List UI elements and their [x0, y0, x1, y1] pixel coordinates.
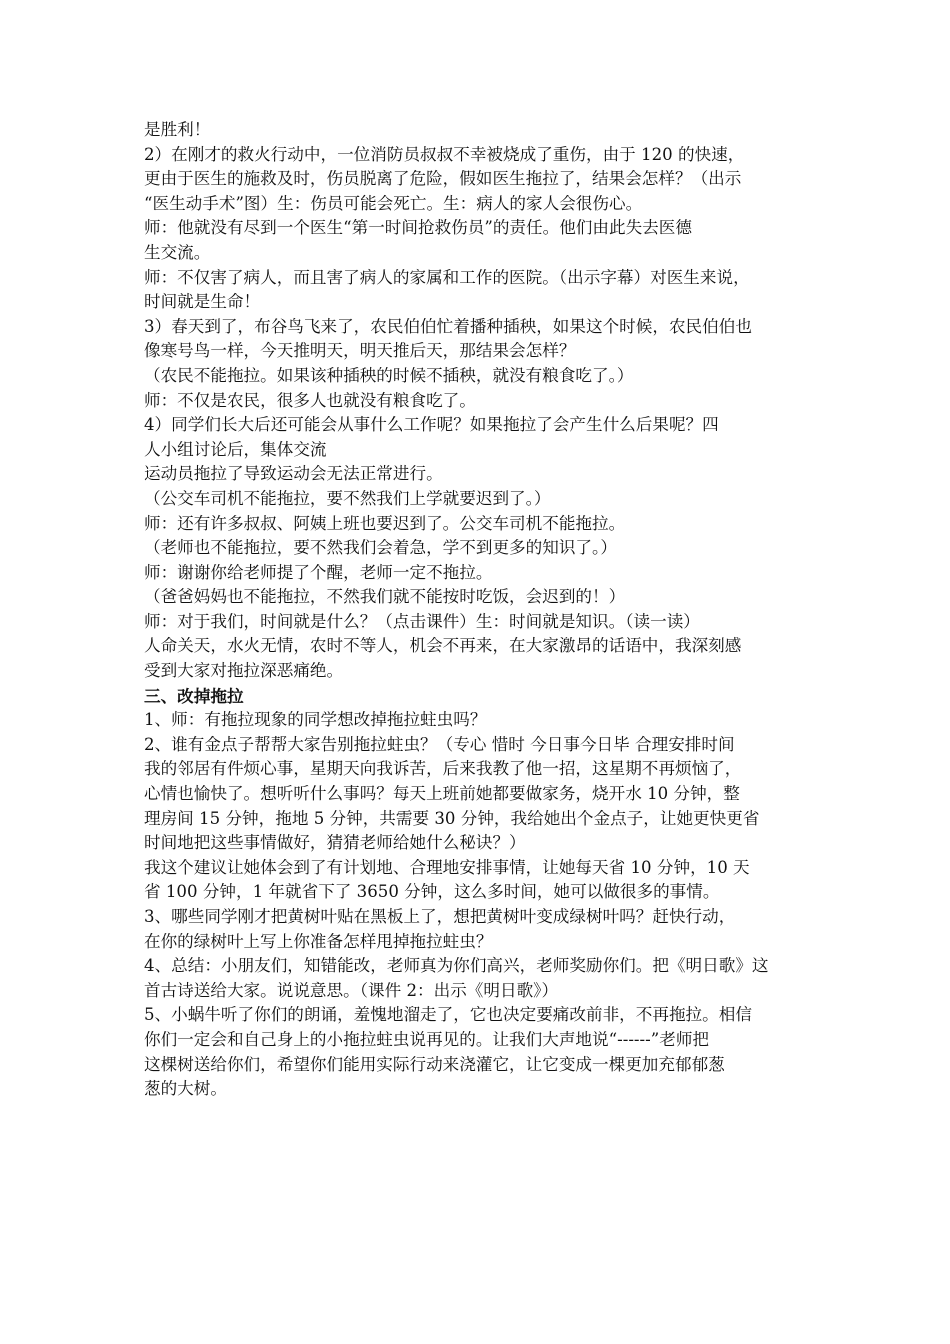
text-line: 4、总结：小朋友们，知错能改，老师真为你们高兴，老师奖励你们。把《明日歌》这	[144, 956, 769, 976]
text-line: 师：对于我们，时间就是什么？（点击课件）生：时间就是知识。（读一读）	[144, 611, 700, 631]
text-line: 首古诗送给大家。说说意思。（课件 2：出示《明日歌》）	[144, 980, 559, 1000]
text-line: 受到大家对拖拉深恶痛绝。	[144, 661, 344, 681]
text-line: 3、哪些同学刚才把黄树叶贴在黑板上了，想把黄树叶变成绿树叶吗？赶快行动，	[144, 907, 736, 926]
text-line: 人命关天，水火无情，农时不等人，机会不再来，在大家激昂的话语中，我深刻感	[144, 636, 742, 656]
text-line: 生交流。	[144, 242, 211, 262]
text-line: 你们一定会和自己身上的小拖拉蛀虫说再见的。让我们大声地说“------”老师把	[144, 1029, 710, 1049]
text-line: 这棵树送给你们，希望你们能用实际行动来浇灌它，让它变成一棵更加充郁郁葱	[144, 1054, 725, 1074]
document-page	[144, 118, 810, 1102]
text-line: 人小组讨论后，集体交流	[144, 439, 327, 459]
text-line: 时间就是生命！	[144, 292, 261, 312]
text-line: 是胜利！	[144, 120, 211, 139]
text-line: （农民不能拖拉。如果该种插秧的时候不插秧，就没有粮食吃了。）	[144, 365, 634, 385]
text-line: 师：谢谢你给老师提了个醒，老师一定不拖拉。	[144, 562, 493, 582]
text-line: 省 100 分钟，1 年就省下了 3650 分钟，这么多时间，她可以做很多的事情。	[144, 882, 720, 902]
text-line: 4）同学们长大后还可能会从事什么工作呢？如果拖拉了会产生什么后果呢？四	[144, 415, 719, 435]
text-line: 师：不仅害了病人，而且害了病人的家属和工作的医院。（出示字幕）对医生来说，	[144, 267, 750, 287]
text-line: 5、小蜗牛听了你们的朗诵，羞愧地溜走了，它也决定要痛改前非，不再拖拉。相信	[144, 1005, 752, 1025]
text-line: 理房间 15 分钟，拖地 5 分钟，共需要 30 分钟，我给她出个金点子，让她更快更省	[144, 808, 760, 828]
text-line: （老师也不能拖拉，要不然我们会着急，学不到更多的知识了。）	[144, 538, 617, 558]
text-line: 2）在刚才的救火行动中，一位消防员叔叔不幸被烧成了重伤，由于 120 的快速，	[144, 144, 745, 164]
text-line: “医生动手术”图）生：伤员可能会死亡。生：病人的家人会很伤心。	[144, 193, 643, 213]
text-line: 师：他就没有尽到一个医生“第一时间抢救伤员”的责任。他们由此失去医德	[144, 218, 692, 238]
text-line: 2、谁有金点子帮帮大家告别拖拉蛀虫？（专心 惜时 今日事今日毕 合理安排时间	[144, 734, 735, 754]
text-line: （公交车司机不能拖拉，要不然我们上学就要迟到了。）	[144, 488, 551, 508]
text-line: （爸爸妈妈也不能拖拉，不然我们就不能按时吃饭，会迟到的！）	[144, 587, 626, 607]
text-line: 3）春天到了，布谷鸟飞来了，农民伯伯忙着播种插秧，如果这个时候，农民伯伯也	[144, 316, 752, 336]
text-line: 我这个建议让她体会到了有计划地、合理地安排事情，让她每天省 10 分钟，10 天	[144, 857, 750, 877]
text-line: 心情也愉快了。想听听什么事吗？每天上班前她都要做家务，烧开水 10 分钟，整	[144, 784, 740, 804]
text-line: 更由于医生的施救及时，伤员脱离了危险，假如医生拖拉了，结果会怎样？（出示	[144, 169, 742, 189]
text-line: 运动员拖拉了导致运动会无法正常进行。	[144, 464, 443, 484]
text-line: 像寒号鸟一样，今天推明天，明天推后天，那结果会怎样？	[144, 341, 576, 361]
section-heading: 三、改掉拖拉	[144, 685, 244, 706]
text-line: 1、师：有拖拉现象的同学想改掉拖拉蛀虫吗？	[144, 710, 487, 730]
text-line: 师：还有许多叔叔、阿姨上班也要迟到了。公交车司机不能拖拉。	[144, 513, 626, 533]
text-line: 我的邻居有件烦心事，星期天向我诉苦，后来我教了他一招，这星期不再烦恼了，	[144, 759, 742, 779]
text-line: 在你的绿树叶上写上你准备怎样甩掉拖拉蛀虫？	[144, 931, 493, 951]
text-line: 时间地把这些事情做好，猜猜老师给她什么秘诀？）	[144, 833, 526, 853]
text-line: 师：不仅是农民，很多人也就没有粮食吃了。	[144, 390, 476, 410]
text-line: 葱的大树。	[144, 1079, 227, 1099]
